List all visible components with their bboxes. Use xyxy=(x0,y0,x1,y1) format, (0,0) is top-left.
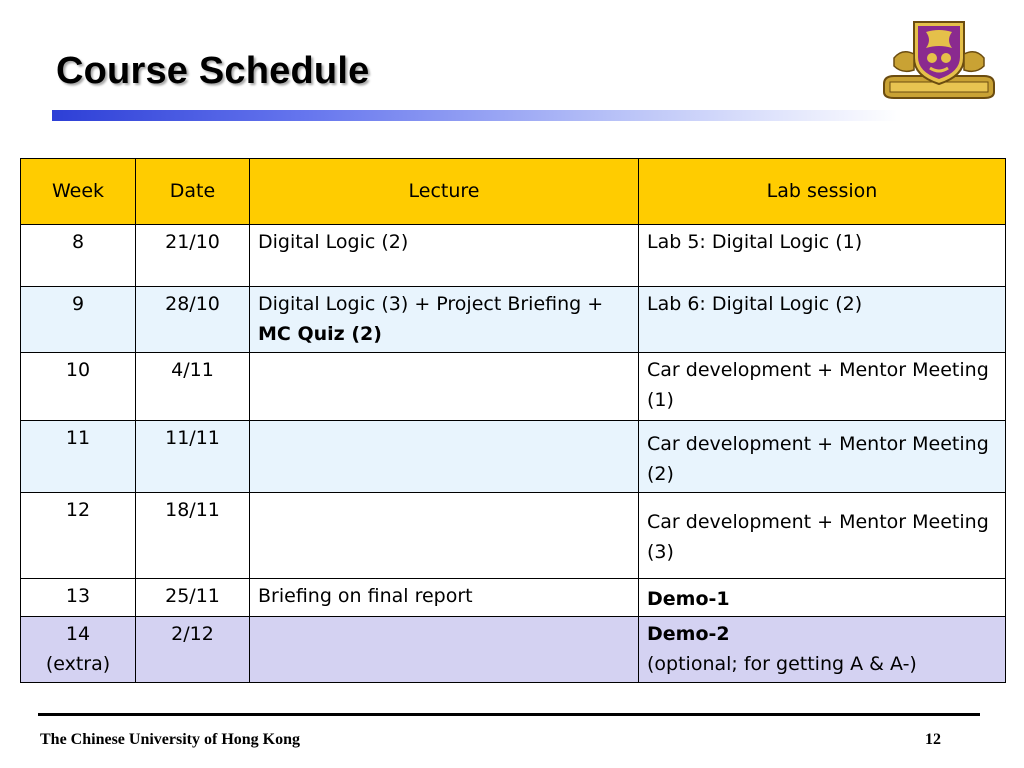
date-cell: 2/12 xyxy=(136,616,250,682)
table-row xyxy=(21,225,1006,287)
table-row xyxy=(21,492,1006,578)
lecture-cell xyxy=(250,420,639,492)
title-underline-bar xyxy=(52,110,902,121)
week-cell: 8 xyxy=(21,225,136,287)
footer-divider xyxy=(38,713,980,716)
week-cell xyxy=(21,616,136,682)
column-header-lab-session: Lab session xyxy=(639,159,1006,225)
schedule-table xyxy=(20,158,1006,683)
lab-cell: Car development + Mentor Meeting (3) xyxy=(639,492,1006,578)
lecture-text: Digital Logic (3) + Project Briefing + xyxy=(258,293,604,315)
lab-cell: Demo-1 xyxy=(639,578,1006,616)
lab-cell: Lab 6: Digital Logic (2) xyxy=(639,287,1006,353)
date-cell: 11/11 xyxy=(136,420,250,492)
table-row xyxy=(21,352,1006,420)
table-row xyxy=(21,616,1006,682)
column-header-lecture: Lecture xyxy=(250,159,639,225)
table-row xyxy=(21,578,1006,616)
week-cell: 10 xyxy=(21,352,136,420)
week-number: 14 xyxy=(65,622,91,645)
table-row xyxy=(21,420,1006,492)
lab-note: (optional; for getting A & A-) xyxy=(647,653,917,676)
date-cell: 4/11 xyxy=(136,352,250,420)
lecture-cell xyxy=(250,352,639,420)
lab-cell: Car development + Mentor Meeting (1) xyxy=(639,352,1006,420)
column-header-week: Week xyxy=(21,159,136,225)
page-title: Course Schedule xyxy=(56,50,370,92)
lecture-cell: Briefing on final report xyxy=(250,578,639,616)
lab-cell: Lab 5: Digital Logic (1) xyxy=(639,225,1006,287)
lab-cell xyxy=(639,616,1006,682)
date-cell: 25/11 xyxy=(136,578,250,616)
lecture-cell xyxy=(250,616,639,682)
lecture-cell xyxy=(250,492,639,578)
lecture-quiz-text: MC Quiz (2) xyxy=(258,323,382,346)
table-row xyxy=(21,287,1006,353)
date-cell: 28/10 xyxy=(136,287,250,353)
table-header-row xyxy=(21,159,1006,225)
week-cell: 11 xyxy=(21,420,136,492)
date-cell: 18/11 xyxy=(136,492,250,578)
lecture-cell xyxy=(250,287,639,353)
footer-organization: The Chinese University of Hong Kong xyxy=(40,731,301,748)
lab-cell: Car development + Mentor Meeting (2) xyxy=(639,420,1006,492)
lecture-cell: Digital Logic (2) xyxy=(250,225,639,287)
page-number: 12 xyxy=(925,731,941,748)
column-header-date: Date xyxy=(136,159,250,225)
date-cell: 21/10 xyxy=(136,225,250,287)
week-cell: 13 xyxy=(21,578,136,616)
week-cell: 9 xyxy=(21,287,136,353)
week-note: (extra) xyxy=(45,653,111,676)
lab-demo-text: Demo-2 xyxy=(647,622,730,645)
week-cell: 12 xyxy=(21,492,136,578)
university-crest-icon xyxy=(880,18,998,100)
